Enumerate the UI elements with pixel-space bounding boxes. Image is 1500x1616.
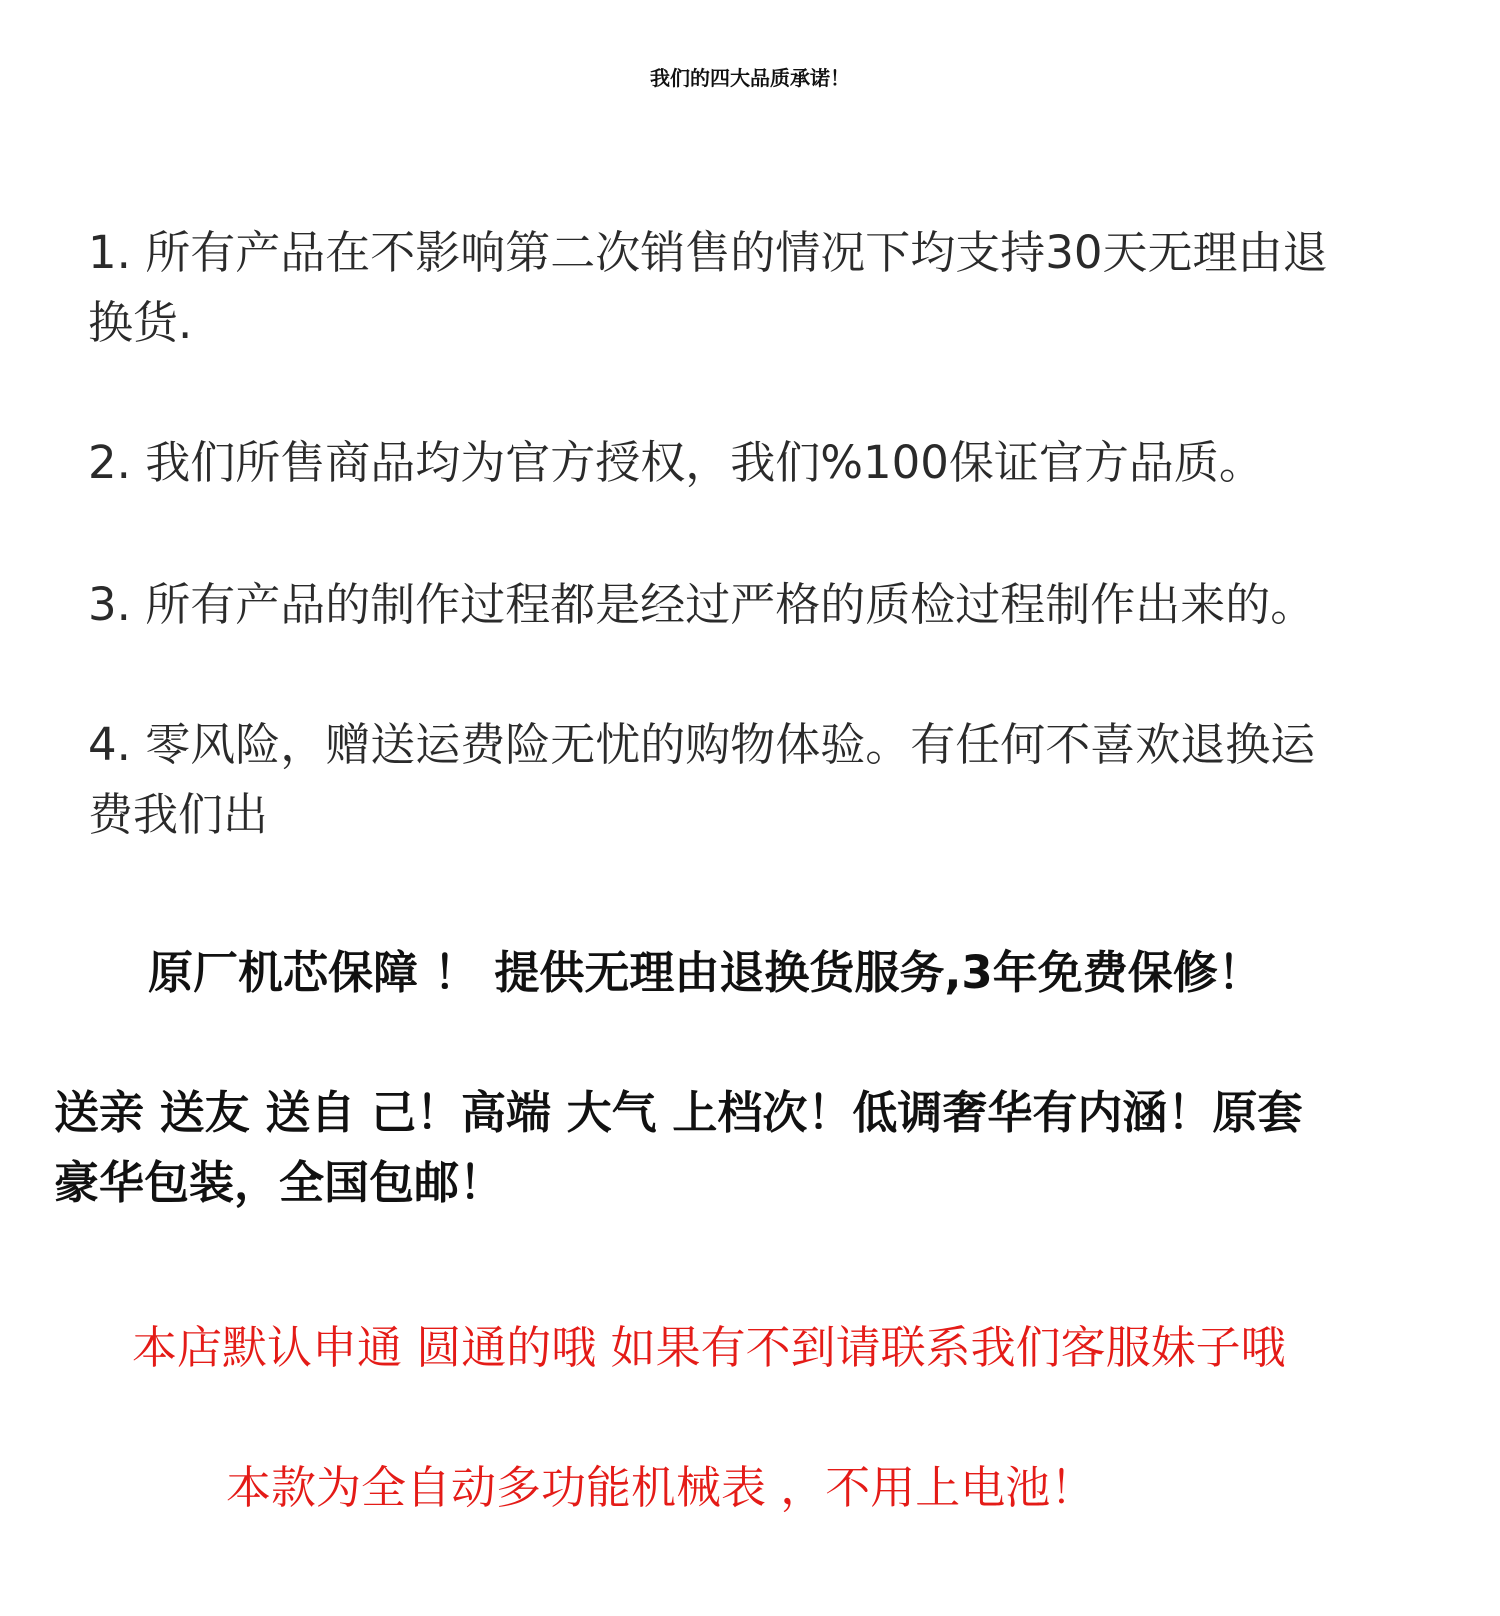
promise-1-line-2: 换货. [88, 296, 193, 349]
promise-1-line-1: 1. 所有产品在不影响第二次销售的情况下均支持30天无理由退 [88, 226, 1328, 279]
movement-guarantee: 原厂机芯保障 ！ 提供无理由退换货服务,3年免费保修！ [148, 946, 1263, 999]
promise-4-line-1: 4. 零风险，赠送运费险无忧的购物体验。有任何不喜欢退换运 [88, 718, 1316, 771]
gift-line-2: 豪华包装，全国包邮！ [54, 1156, 505, 1209]
promise-3: 3. 所有产品的制作过程都是经过严格的质检过程制作出来的。 [88, 578, 1316, 631]
promise-2: 2. 我们所售商品均为官方授权，我们%100保证官方品质。 [88, 436, 1264, 489]
gift-line-1: 送亲 送友 送自 己！高端 大气 上档次！低调奢华有内涵！原套 [54, 1086, 1303, 1139]
shipping-note: 本店默认申通 圆通的哦 如果有不到请联系我们客服妹子哦 [132, 1321, 1286, 1374]
promise-4-line-2: 费我们出 [88, 788, 269, 841]
product-note: 本款为全自动多功能机械表 ，不用上电池！ [226, 1461, 1096, 1514]
page-title: 我们的四大品质承诺！ [650, 66, 850, 90]
